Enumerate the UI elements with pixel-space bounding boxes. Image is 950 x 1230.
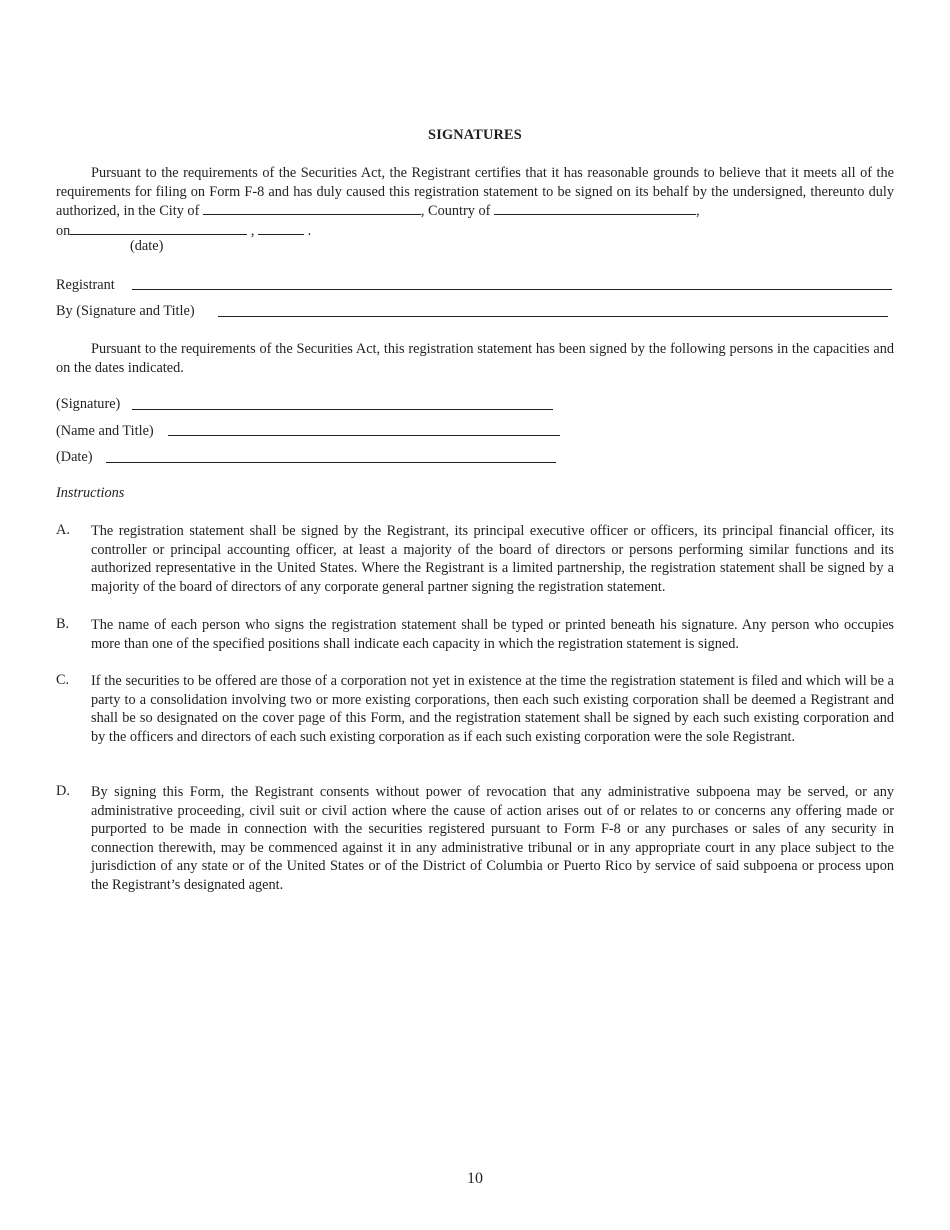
signature-field [56, 394, 576, 414]
name-title-line[interactable] [168, 435, 560, 436]
city-blank[interactable] [203, 201, 421, 215]
page-title: SIGNATURES [428, 127, 522, 143]
country-label: , Country of [420, 203, 494, 219]
by-field [56, 301, 894, 321]
persons-text: Pursuant to the requirements of the Securities Act, this registration statement has been signed by the following persons in the capacities and on the dates indicated. [56, 341, 894, 376]
instruction-letter: A. [56, 522, 70, 538]
instruction-item [56, 783, 894, 897]
document-page [56, 0, 894, 1230]
instruction-letter: C. [56, 672, 70, 688]
signature-label: (Signature) [56, 396, 121, 412]
date-blank[interactable] [70, 221, 247, 235]
page-number: 10 [467, 1170, 483, 1187]
registrant-signature-line[interactable] [132, 289, 892, 290]
date-field [56, 447, 576, 467]
comma: , [695, 203, 700, 219]
by-signature-line[interactable] [218, 316, 888, 317]
separator: , [247, 222, 259, 239]
registrant-certification-paragraph [56, 164, 894, 240]
certification-text: Pursuant to the requirements of the Securities Act, the Registrant certifies that it has reasonable grounds to believe that it meets all of the requirements for filing on Form F-8 and has duly caused this registration statement to be signed on its behalf by the undersigned, thereunto duly authorized, in the City of [56, 165, 894, 219]
instruction-text: By signing this Form, the Registrant consents without power of revocation that any administrative subpoena may be served, or any administrative proceeding, civil suit or civil action where the cause of action arises out of or relates to or concerns any offering made or purported to be made in connection with the securities registered pursuant to Form F-8 or any purchases or sales of any security in connection therewith, may be commenced against it in any administrative tribunal or in any appropriate court in any place subject to the jurisdiction of any state or of the United States or of the District of Columbia or Puerto Rico by service of said subpoena or process upon the Registrant’s designated agent. [91, 784, 894, 893]
year-blank[interactable] [258, 221, 304, 235]
registrant-field [56, 275, 894, 295]
registrant-label: Registrant [56, 277, 115, 293]
country-blank[interactable] [494, 201, 696, 215]
instruction-letter: B. [56, 616, 70, 632]
instruction-item [56, 616, 894, 654]
date-caption: (date) [130, 238, 164, 254]
instruction-text: If the securities to be offered are those of a corporation not yet in existence at the time the registration statement is filed and which will be a party to a consolidation involving two or more existing corporations, then each such existing corporation shall be deemed a Registrant and shall be so designated on the cover page of this Form, and the registration statement shall be signed by each such existing corporation and by the officers and directors of each such existing corporation as if each such existing corporation were the sole Registrant. [91, 673, 894, 745]
instruction-letter: D. [56, 783, 70, 799]
date-label: (Date) [56, 449, 93, 465]
name-title-field [56, 421, 576, 441]
instruction-item [56, 672, 894, 766]
instruction-item [56, 522, 894, 598]
name-title-label: (Name and Title) [56, 423, 154, 439]
instruction-text: The name of each person who signs the registration statement shall be typed or printed beneath his signature. Any person who occupies more than one of the specified positions shall indicate each capacity in which the registration statement is signed. [91, 617, 894, 652]
on-label: on [56, 222, 71, 239]
persons-signature-paragraph [56, 340, 894, 377]
instruction-text: The registration statement shall be signed by the Registrant, its principal executive officer or officers, its principal financial officer, its controller or principal accounting officer, at least a majority of the board of directors or persons performing similar functions and its authorized representative in the United States. Where the Registrant is a limited partnership, the registration statement shall be signed by a majority of the board of directors of any corporate general partner signing the registration statement. [91, 523, 894, 595]
by-label: By (Signature and Title) [56, 303, 195, 319]
date-line[interactable] [106, 462, 556, 463]
period: . [304, 222, 312, 239]
instructions-heading: Instructions [56, 485, 125, 501]
signature-line[interactable] [132, 409, 553, 410]
